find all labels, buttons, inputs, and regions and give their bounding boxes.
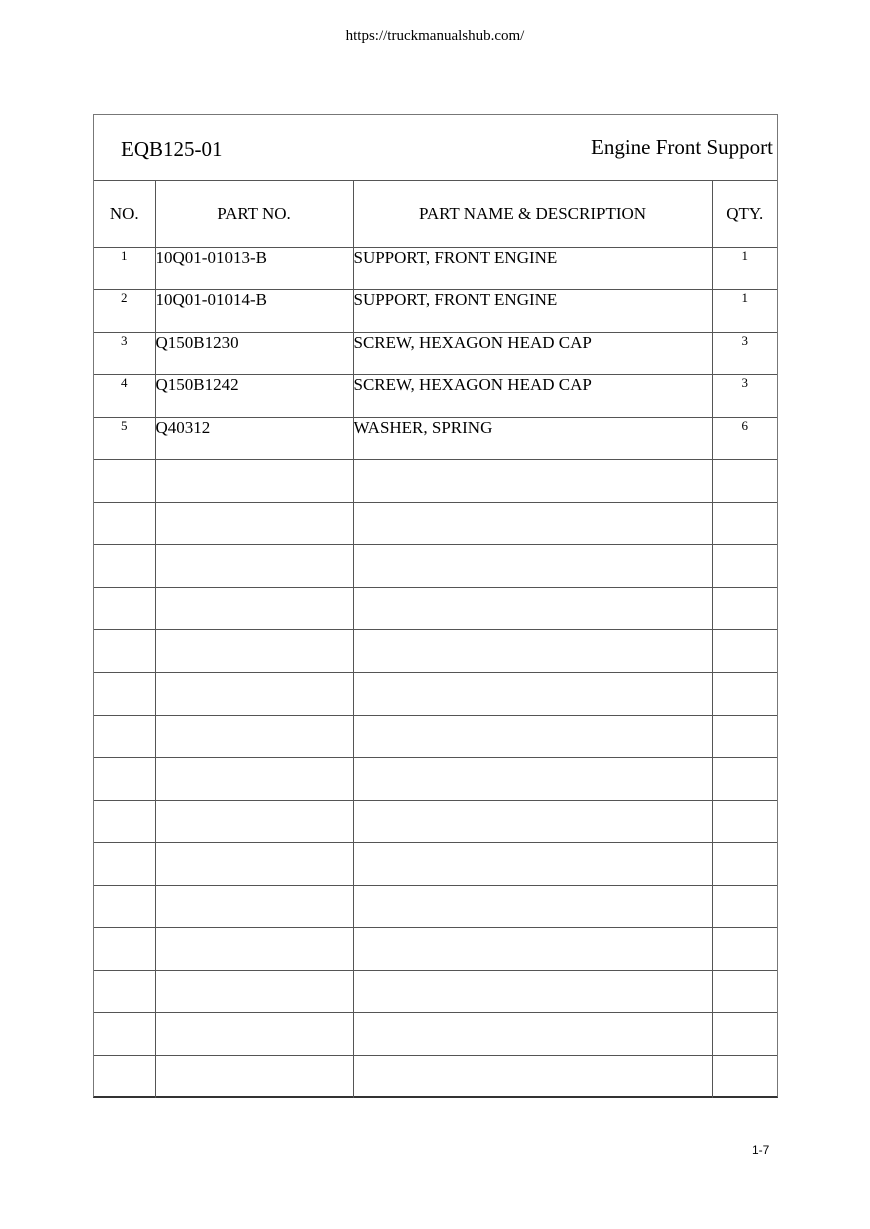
cell-description xyxy=(353,928,712,971)
cell-description xyxy=(353,1055,712,1098)
cell-part-no: 10Q01-01014-B xyxy=(155,290,353,333)
table-row xyxy=(94,460,777,503)
cell-no xyxy=(94,502,155,545)
table-header-row xyxy=(94,181,777,247)
cell-part-no xyxy=(155,545,353,588)
cell-part-no: 10Q01-01013-B xyxy=(155,247,353,290)
cell-no: 5 xyxy=(94,417,155,460)
document-code: EQB125-01 xyxy=(121,137,223,161)
cell-part-no xyxy=(155,630,353,673)
cell-qty: 1 xyxy=(712,290,777,333)
cell-no xyxy=(94,460,155,503)
cell-qty xyxy=(712,715,777,758)
cell-no xyxy=(94,758,155,801)
cell-no xyxy=(94,715,155,758)
cell-description xyxy=(353,885,712,928)
cell-description xyxy=(353,843,712,886)
cell-qty xyxy=(712,758,777,801)
cell-qty xyxy=(712,460,777,503)
cell-part-no xyxy=(155,715,353,758)
table-row xyxy=(94,970,777,1013)
table-row xyxy=(94,587,777,630)
cell-qty xyxy=(712,630,777,673)
cell-part-no xyxy=(155,502,353,545)
cell-no xyxy=(94,545,155,588)
cell-description xyxy=(353,970,712,1013)
cell-qty: 6 xyxy=(712,417,777,460)
cell-description xyxy=(353,587,712,630)
header-url: https://truckmanualshub.com/ xyxy=(345,28,525,44)
parts-sheet xyxy=(93,114,778,1098)
cell-no xyxy=(94,672,155,715)
table-row xyxy=(94,545,777,588)
cell-part-no: Q150B1242 xyxy=(155,375,353,418)
cell-part-no xyxy=(155,1055,353,1098)
table-row xyxy=(94,672,777,715)
cell-description xyxy=(353,800,712,843)
document-title: Engine Front Support xyxy=(591,135,773,159)
table-row xyxy=(94,758,777,801)
parts-table-body xyxy=(94,247,777,1098)
table-row xyxy=(94,502,777,545)
cell-no: 2 xyxy=(94,290,155,333)
cell-no: 3 xyxy=(94,332,155,375)
cell-no xyxy=(94,843,155,886)
table-row xyxy=(94,885,777,928)
header-no: NO. xyxy=(94,181,155,247)
page-number: 1-7 xyxy=(752,1143,770,1157)
cell-no xyxy=(94,970,155,1013)
parts-table xyxy=(94,181,777,1098)
cell-qty xyxy=(712,1055,777,1098)
cell-part-no xyxy=(155,970,353,1013)
cell-description xyxy=(353,1013,712,1056)
cell-part-no xyxy=(155,885,353,928)
cell-no: 1 xyxy=(94,247,155,290)
header-description: PART NAME & DESCRIPTION xyxy=(353,181,712,247)
cell-qty xyxy=(712,928,777,971)
cell-no xyxy=(94,885,155,928)
cell-description xyxy=(353,545,712,588)
cell-description xyxy=(353,630,712,673)
cell-no xyxy=(94,1055,155,1098)
cell-description: WASHER, SPRING xyxy=(353,417,712,460)
cell-part-no xyxy=(155,460,353,503)
cell-part-no xyxy=(155,928,353,971)
cell-description xyxy=(353,460,712,503)
table-row xyxy=(94,247,777,290)
cell-part-no xyxy=(155,758,353,801)
cell-no: 4 xyxy=(94,375,155,418)
cell-description xyxy=(353,672,712,715)
cell-qty xyxy=(712,545,777,588)
cell-description: SUPPORT, FRONT ENGINE xyxy=(353,290,712,333)
cell-part-no xyxy=(155,587,353,630)
cell-no xyxy=(94,800,155,843)
cell-qty xyxy=(712,587,777,630)
cell-no xyxy=(94,1013,155,1056)
table-row xyxy=(94,332,777,375)
cell-description: SCREW, HEXAGON HEAD CAP xyxy=(353,375,712,418)
cell-no xyxy=(94,630,155,673)
cell-qty xyxy=(712,885,777,928)
table-row xyxy=(94,630,777,673)
cell-description: SCREW, HEXAGON HEAD CAP xyxy=(353,332,712,375)
cell-part-no xyxy=(155,800,353,843)
cell-qty xyxy=(712,502,777,545)
cell-part-no xyxy=(155,843,353,886)
cell-qty xyxy=(712,672,777,715)
table-row xyxy=(94,290,777,333)
cell-description xyxy=(353,502,712,545)
title-row xyxy=(94,115,777,181)
cell-part-no xyxy=(155,1013,353,1056)
table-row xyxy=(94,375,777,418)
cell-description xyxy=(353,758,712,801)
header-qty: QTY. xyxy=(712,181,777,247)
table-row xyxy=(94,843,777,886)
table-row xyxy=(94,715,777,758)
cell-description xyxy=(353,715,712,758)
cell-qty: 1 xyxy=(712,247,777,290)
cell-part-no xyxy=(155,672,353,715)
header-part-no: PART NO. xyxy=(155,181,353,247)
table-row xyxy=(94,1055,777,1098)
cell-qty: 3 xyxy=(712,332,777,375)
cell-no xyxy=(94,928,155,971)
cell-no xyxy=(94,587,155,630)
table-row xyxy=(94,417,777,460)
cell-part-no: Q40312 xyxy=(155,417,353,460)
cell-part-no: Q150B1230 xyxy=(155,332,353,375)
table-row xyxy=(94,928,777,971)
cell-qty: 3 xyxy=(712,375,777,418)
cell-qty xyxy=(712,800,777,843)
cell-qty xyxy=(712,843,777,886)
table-row xyxy=(94,800,777,843)
cell-qty xyxy=(712,1013,777,1056)
cell-description: SUPPORT, FRONT ENGINE xyxy=(353,247,712,290)
cell-qty xyxy=(712,970,777,1013)
table-row xyxy=(94,1013,777,1056)
